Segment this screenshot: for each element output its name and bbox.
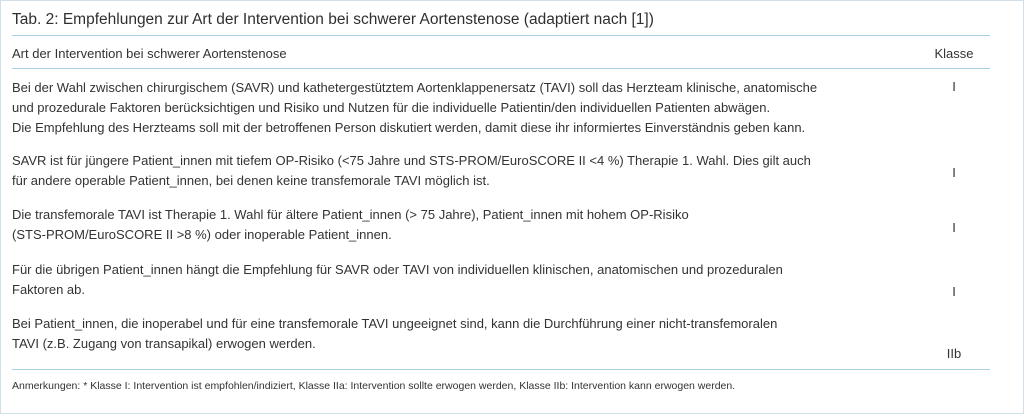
table-row-2-text bbox=[12, 151, 912, 191]
table-row-5-text bbox=[12, 314, 912, 354]
column-header-klasse: Klasse bbox=[934, 46, 974, 61]
table-row-1-text bbox=[12, 78, 912, 138]
header-rule bbox=[12, 68, 990, 69]
row-1-line-1: Bei der Wahl zwischen chirurgischem (SAVR) und kathetergestütztem Aortenklappenersatz (TAVI) soll das Herzteam klinische, anatomische bbox=[12, 80, 818, 95]
table-row-3-text bbox=[12, 205, 912, 245]
table-row-4-klasse: I bbox=[952, 284, 956, 299]
table-row-3-klasse: I bbox=[952, 220, 956, 235]
table-footnote: Anmerkungen: * Klasse I: Intervention ist empfohlen/indiziert, Klasse IIa: Intervention sollte erwogen werden, Klasse IIb: Intervention kann erwogen werden. bbox=[12, 380, 736, 392]
row-1-line-2: und prozedurale Faktoren berücksichtigen und Risiko und Nutzen für die individuelle Patientin/den individuellen Patienten abwägen. bbox=[12, 100, 771, 115]
row-2-line-2: für andere operable Patient_innen, bei denen keine transfemorale TAVI möglich ist. bbox=[12, 173, 490, 188]
row-3-line-2: (STS-PROM/EuroSCORE II >8 %) oder inoperable Patient_innen. bbox=[12, 227, 392, 242]
footer-rule bbox=[12, 369, 990, 370]
table-row-1-klasse: I bbox=[952, 79, 956, 94]
column-header-intervention: Art der Intervention bei schwerer Aortenstenose bbox=[12, 46, 287, 61]
row-5-line-1: Bei Patient_innen, die inoperabel und für eine transfemorale TAVI ungeeignet sind, kann die Durchführung einer nicht-transfemoralen bbox=[12, 316, 778, 331]
row-1-line-3: Die Empfehlung des Herzteams soll mit der betroffenen Person diskutiert werden, damit diese ihr informiertes Einverständnis geben kann. bbox=[12, 120, 806, 135]
table-caption: Tab. 2: Empfehlungen zur Art der Intervention bei schwerer Aortenstenose (adaptiert nach [1]) bbox=[12, 11, 654, 28]
row-3-line-1: Die transfemorale TAVI ist Therapie 1. Wahl für ältere Patient_innen (> 75 Jahre), Patient_innen mit hohem OP-Risiko bbox=[12, 207, 689, 222]
row-5-line-2: TAVI (z.B. Zugang von transapikal) erwogen werden. bbox=[12, 336, 316, 351]
row-4-line-1: Für die übrigen Patient_innen hängt die Empfehlung für SAVR oder TAVI von individuellen klinischen, anatomischen und prozeduralen bbox=[12, 262, 783, 277]
table-row-2-klasse: I bbox=[952, 165, 956, 180]
table-row-4-text bbox=[12, 260, 912, 300]
row-4-line-2: Faktoren ab. bbox=[12, 282, 85, 297]
caption-rule bbox=[12, 35, 990, 36]
table-row-5-klasse: IIb bbox=[946, 346, 962, 361]
row-2-line-1: SAVR ist für jüngere Patient_innen mit tiefem OP-Risiko (<75 Jahre und STS-PROM/EuroSCORE II <4 %) Therapie 1. Wahl. Dies gilt auch bbox=[12, 153, 811, 168]
